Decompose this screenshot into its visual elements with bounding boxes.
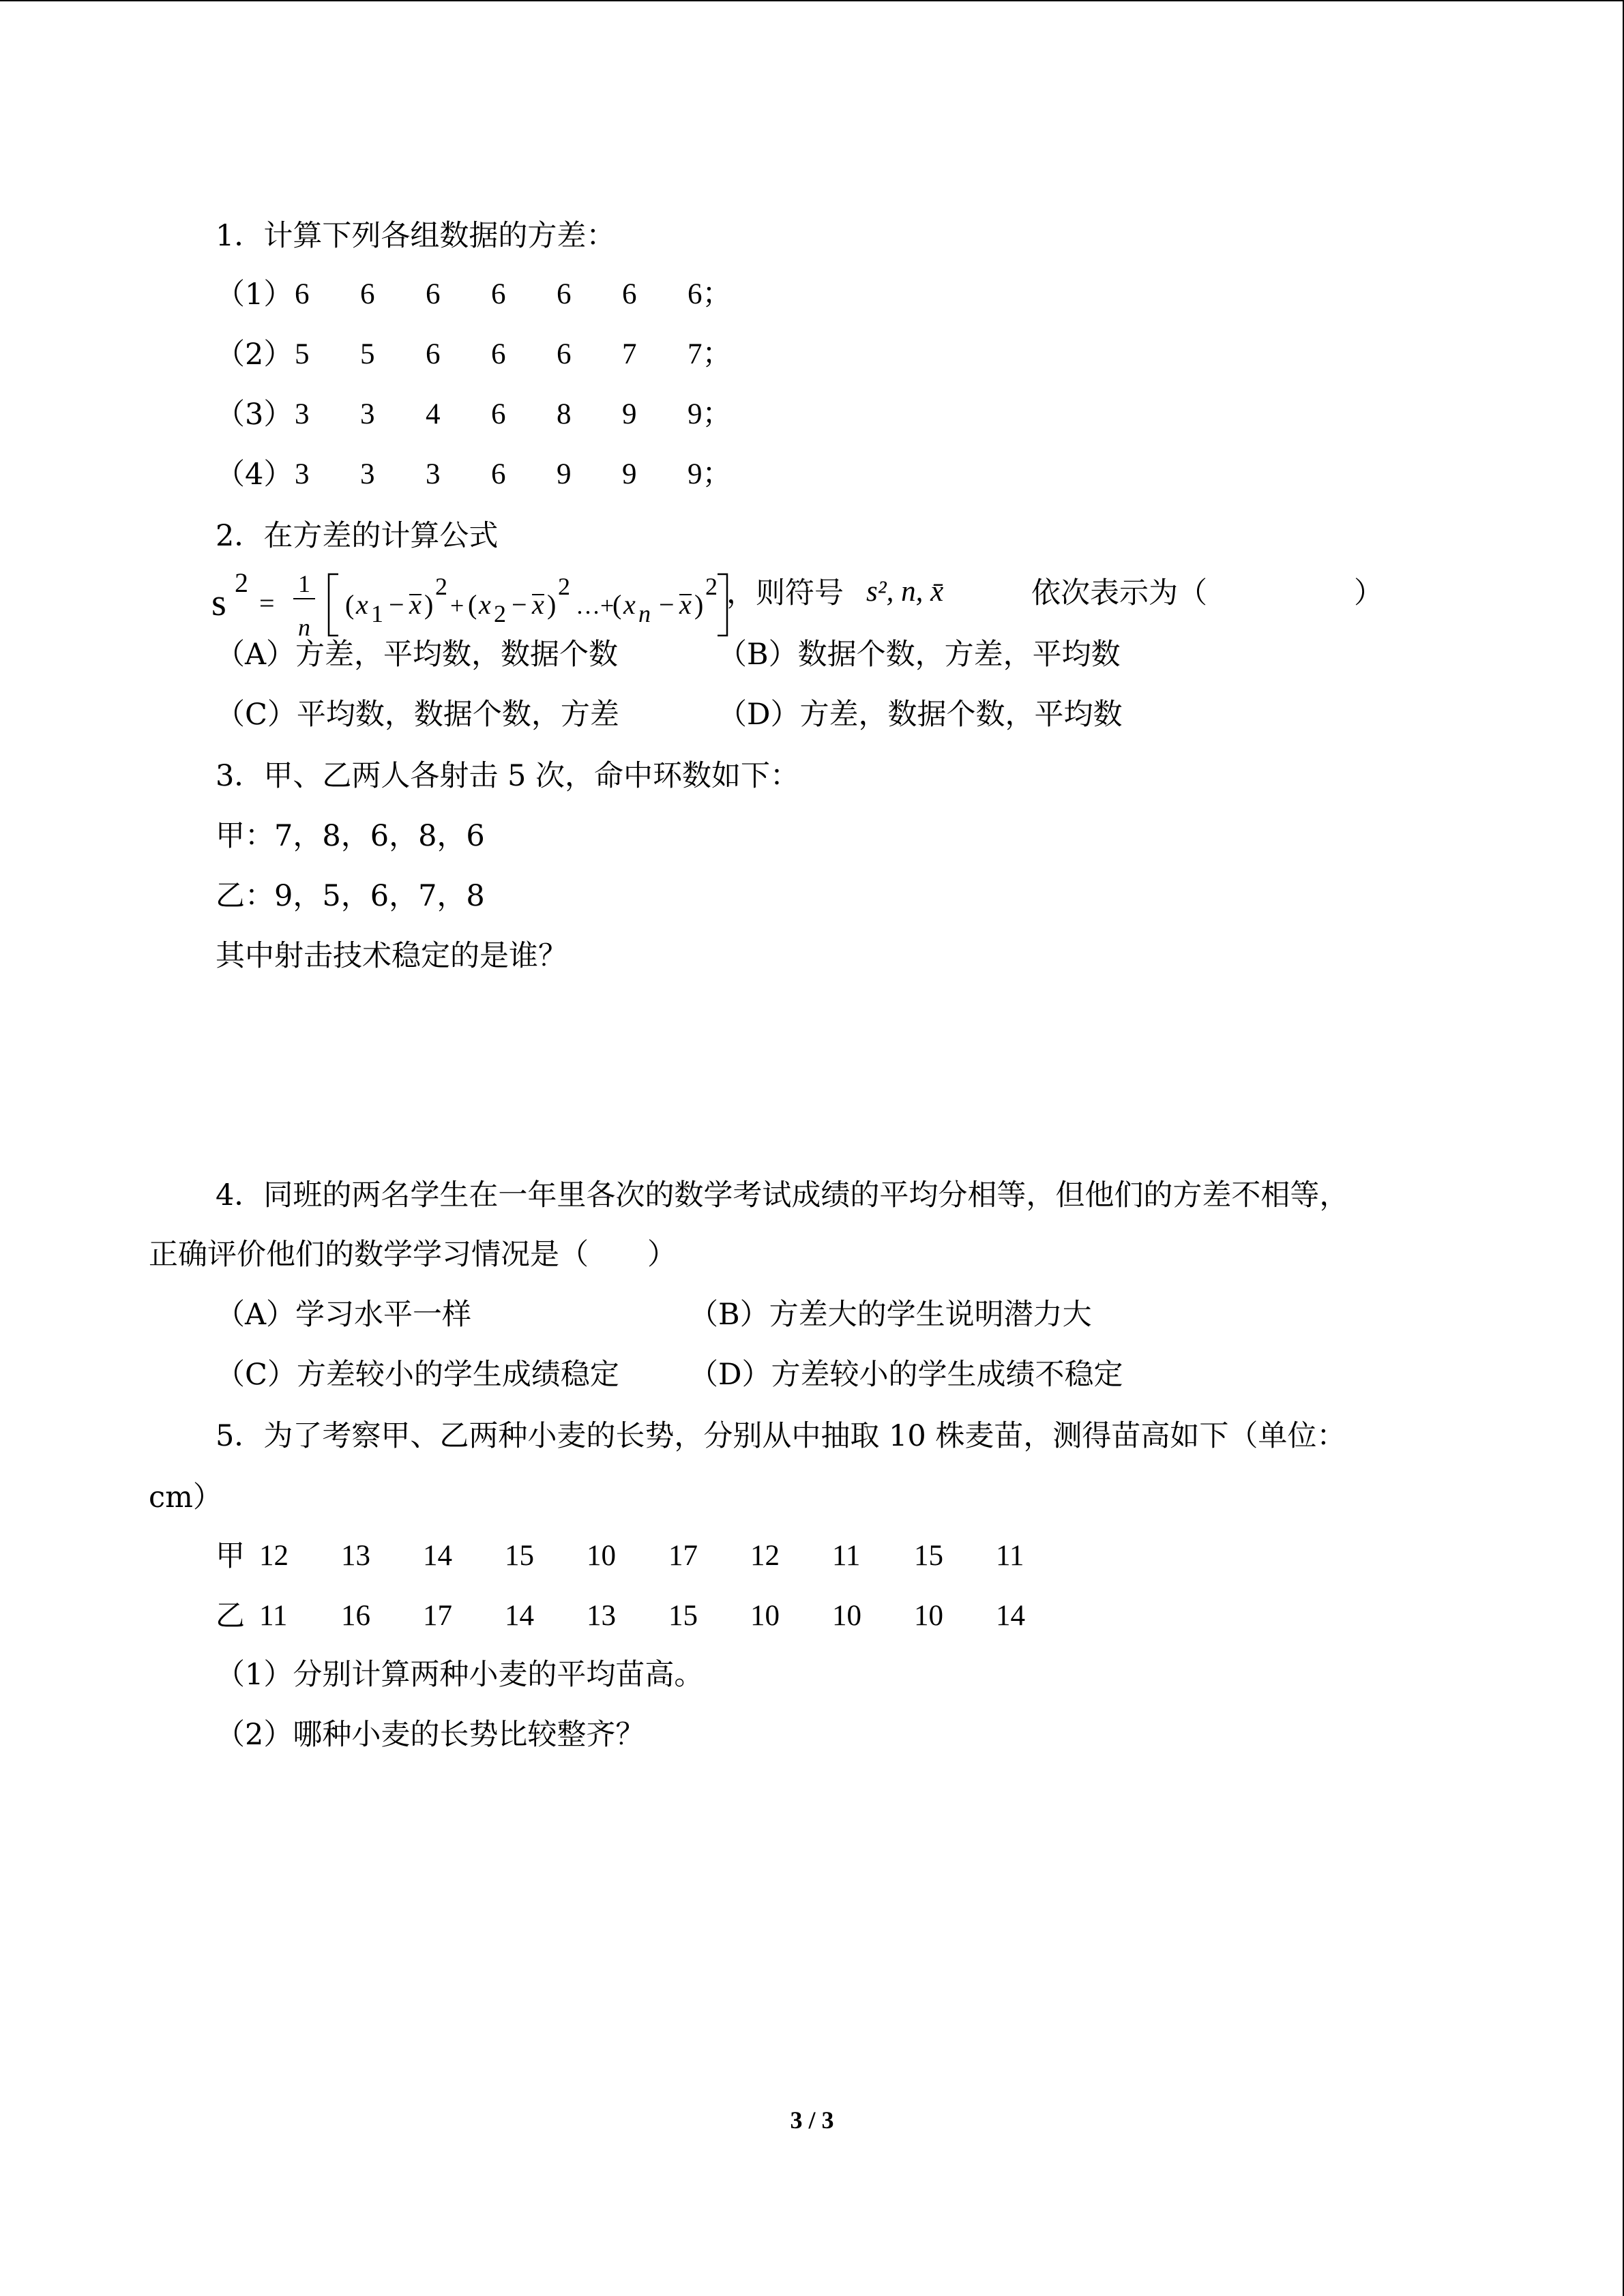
q5-row-value: 11 bbox=[996, 1540, 1024, 1572]
q1-group-value: 6 bbox=[426, 278, 441, 310]
q1-group-value: 7； bbox=[688, 338, 732, 370]
q1-group-value: 9 bbox=[557, 458, 572, 490]
svg-text:1: 1 bbox=[371, 600, 383, 627]
q1-group-value: 6 bbox=[491, 338, 506, 370]
q1-group-value: 6 bbox=[622, 278, 637, 310]
q1-group-value: 9 bbox=[622, 398, 637, 430]
q3-yi-scores: 乙：9，5，6，7，8 bbox=[216, 879, 485, 913]
q5-row-value: 11 bbox=[259, 1600, 288, 1632]
svg-text:n: n bbox=[298, 614, 310, 641]
svg-text:): ) bbox=[547, 589, 557, 620]
q4-stem-line1: 4．同班的两名学生在一年里各次的数学考试成绩的平均分相等，但他们的方差不相等， bbox=[216, 1178, 1349, 1212]
q2-option-c: （C）平均数，数据个数，方差 bbox=[216, 698, 619, 732]
q1-group-value: 6 bbox=[557, 338, 572, 370]
q2-option-d: （D）方差，数据个数，平均数 bbox=[718, 698, 1123, 732]
svg-text:s: s bbox=[211, 582, 226, 624]
q5-row-value: 17 bbox=[423, 1600, 452, 1632]
q3-question: 其中射击技术稳定的是谁？ bbox=[216, 939, 567, 973]
q5-row-value: 15 bbox=[505, 1540, 534, 1572]
svg-text:x: x bbox=[623, 589, 636, 620]
q4-option-a: （A）学习水平一样 bbox=[216, 1298, 472, 1332]
q5-row-value: 17 bbox=[668, 1540, 698, 1572]
q2-stem: 2．在方差的计算公式 bbox=[216, 519, 499, 553]
svg-text:x: x bbox=[479, 589, 491, 620]
q5-row-value: 13 bbox=[341, 1540, 370, 1572]
q4-option-d: （D）方差较小的学生成绩不稳定 bbox=[689, 1358, 1123, 1392]
svg-text:(: ( bbox=[612, 589, 622, 620]
q5-row-value: 16 bbox=[341, 1600, 370, 1632]
q5-row-value: 14 bbox=[996, 1600, 1025, 1632]
q1-group-value: 6； bbox=[688, 278, 732, 310]
q5-row-value: 12 bbox=[259, 1540, 289, 1572]
q1-group-value: 9； bbox=[688, 458, 732, 490]
svg-text:1: 1 bbox=[298, 570, 310, 597]
q5-row-value: 14 bbox=[423, 1540, 452, 1572]
svg-text:): ) bbox=[424, 589, 434, 620]
q5-row-label: 乙 bbox=[216, 1599, 245, 1633]
q5-sub1: （1）分别计算两种小麦的平均苗高。 bbox=[216, 1658, 704, 1692]
q5-row-value: 14 bbox=[505, 1600, 534, 1632]
page-number: 3 / 3 bbox=[790, 2106, 834, 2134]
q2-tail2: 依次表示为（ ） bbox=[1031, 576, 1383, 610]
q5-row-label: 甲 bbox=[216, 1539, 245, 1573]
q1-group-value: 4 bbox=[426, 398, 441, 430]
svg-text:=: = bbox=[259, 588, 275, 618]
q1-group-value: 5 bbox=[360, 338, 375, 370]
q5-row-value: 15 bbox=[668, 1600, 698, 1632]
q2-symbols: s², n, x̄ bbox=[866, 576, 944, 608]
q1-stem: 1．计算下列各组数据的方差： bbox=[216, 219, 616, 253]
q1-group-label: （1） bbox=[216, 278, 293, 312]
svg-text:2: 2 bbox=[435, 573, 447, 600]
q1-group-value: 3 bbox=[426, 458, 441, 490]
q5-row-value: 15 bbox=[914, 1540, 943, 1572]
svg-text:x: x bbox=[532, 589, 544, 620]
svg-text:−: − bbox=[389, 589, 404, 620]
svg-text:2: 2 bbox=[705, 573, 718, 600]
q1-group-value: 6 bbox=[491, 458, 506, 490]
svg-text:2: 2 bbox=[494, 600, 506, 627]
svg-text:2: 2 bbox=[558, 573, 570, 600]
q4-option-c: （C）方差较小的学生成绩稳定 bbox=[216, 1358, 619, 1392]
q1-group-value: 6 bbox=[426, 338, 441, 370]
q5-row-value: 10 bbox=[914, 1600, 943, 1632]
q2-tail: ，则符号 bbox=[726, 576, 844, 610]
q3-jia-scores: 甲：7，8，6，8，6 bbox=[216, 819, 485, 853]
svg-text:(: ( bbox=[468, 589, 477, 620]
q1-group-value: 5 bbox=[295, 338, 310, 370]
q5-row-value: 10 bbox=[587, 1540, 616, 1572]
svg-text:2: 2 bbox=[235, 567, 248, 598]
q5-stem-line1: 5．为了考察甲、乙两种小麦的长势，分别从中抽取 10 株麦苗，测得苗高如下（单位： bbox=[216, 1419, 1346, 1453]
svg-text:): ) bbox=[694, 589, 704, 620]
q1-group-label: （3） bbox=[216, 398, 293, 432]
q1-group-value: 3 bbox=[360, 458, 375, 490]
q1-group-label: （2） bbox=[216, 338, 293, 372]
q5-row-value: 10 bbox=[750, 1600, 780, 1632]
svg-text:…+: …+ bbox=[576, 592, 615, 619]
q1-group-value: 6 bbox=[491, 278, 506, 310]
svg-text:x: x bbox=[409, 589, 422, 620]
q5-stem-line2: cm） bbox=[149, 1480, 222, 1515]
q1-group-value: 9； bbox=[688, 398, 732, 430]
q1-group-value: 7 bbox=[622, 338, 637, 370]
q5-row-value: 13 bbox=[587, 1600, 616, 1632]
q5-row-value: 11 bbox=[832, 1540, 861, 1572]
q1-group-label: （4） bbox=[216, 458, 293, 492]
svg-text:−: − bbox=[659, 589, 675, 620]
svg-text:+: + bbox=[450, 592, 464, 619]
q5-row-value: 10 bbox=[832, 1600, 861, 1632]
svg-text:(: ( bbox=[345, 589, 355, 620]
q5-sub2: （2）哪种小麦的长势比较整齐？ bbox=[216, 1718, 645, 1752]
page-border-top bbox=[0, 0, 1624, 1]
svg-text:x: x bbox=[679, 589, 692, 620]
svg-text:−: − bbox=[512, 589, 527, 620]
q1-group-value: 3 bbox=[360, 398, 375, 430]
q1-group-value: 6 bbox=[491, 398, 506, 430]
q2-option-a: （A）方差，平均数，数据个数 bbox=[216, 638, 619, 672]
q3-stem: 3．甲、乙两人各射击 5 次，命中环数如下： bbox=[216, 759, 800, 793]
svg-text:n: n bbox=[638, 600, 651, 627]
q5-row-value: 12 bbox=[750, 1540, 780, 1572]
q2-option-b: （B）数据个数，方差，平均数 bbox=[718, 638, 1121, 672]
q1-group-value: 6 bbox=[360, 278, 375, 310]
q4-option-b: （B）方差大的学生说明潜力大 bbox=[689, 1298, 1092, 1332]
q1-group-value: 8 bbox=[557, 398, 572, 430]
q1-group-value: 6 bbox=[557, 278, 572, 310]
q1-group-value: 6 bbox=[295, 278, 310, 310]
q1-group-value: 9 bbox=[622, 458, 637, 490]
q1-group-value: 3 bbox=[295, 458, 310, 490]
q4-stem-line2: 正确评价他们的数学学习情况是（ ） bbox=[149, 1238, 677, 1272]
q1-group-value: 3 bbox=[295, 398, 310, 430]
svg-text:x: x bbox=[356, 589, 368, 620]
